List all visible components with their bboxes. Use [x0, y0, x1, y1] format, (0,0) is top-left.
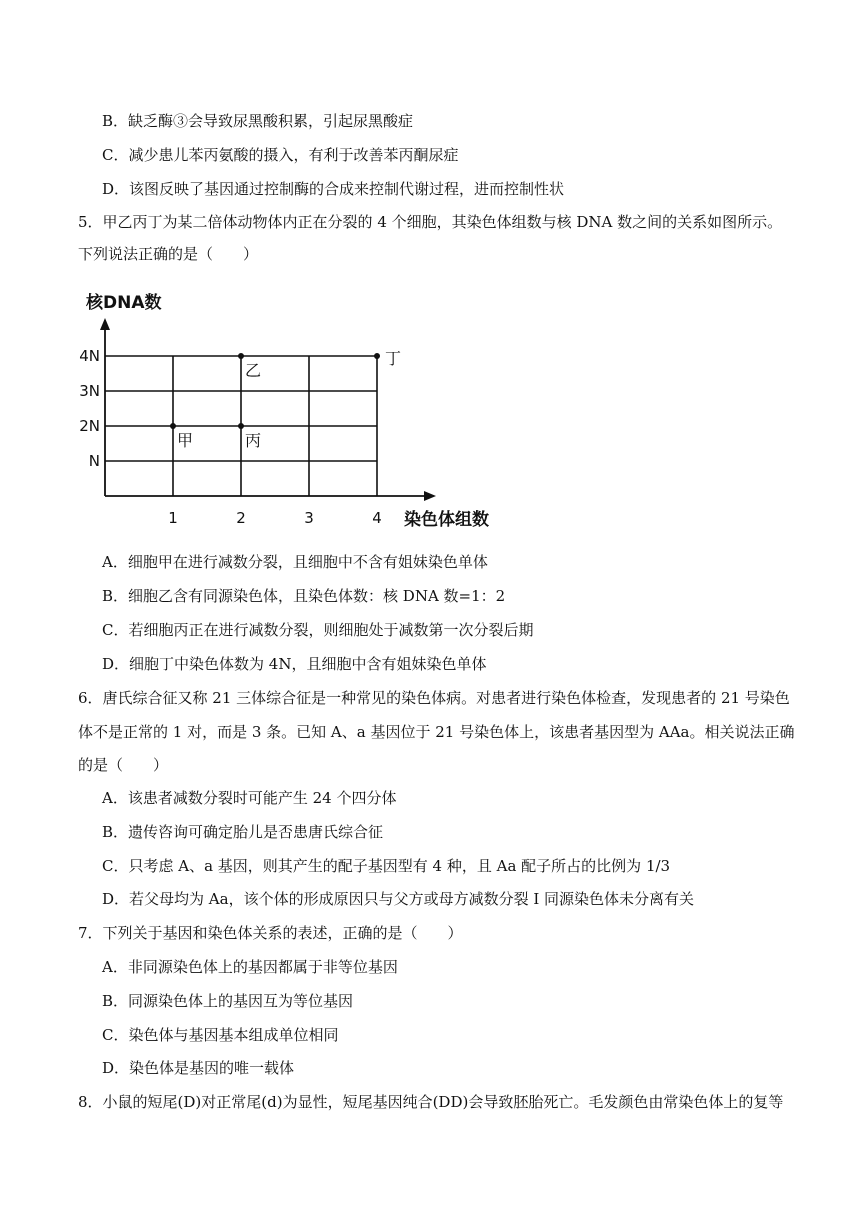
data-point-label: 乙 — [245, 361, 262, 380]
q6-option-b: B．遗传咨询可确定胎儿是否患唐氏综合征 — [102, 823, 384, 841]
q5-option-d: D．细胞丁中染色体数为 4N，且细胞中含有姐妹染色单体 — [102, 655, 487, 673]
dna-chromosome-chart — [70, 284, 510, 534]
q4-option-c: C．减少患儿苯丙氨酸的摄入，有利于改善苯丙酮尿症 — [102, 146, 459, 164]
data-point-label: 甲 — [177, 431, 194, 450]
q6-option-c: C．只考虑 A、a 基因，则其产生的配子基因型有 4 种，且 Aa 配子所占的比例为 1/3 — [102, 857, 671, 875]
data-point — [170, 423, 176, 429]
q7-option-a: A．非同源染色体上的基因都属于非等位基因 — [102, 958, 398, 976]
q5-option-a: A．细胞甲在进行减数分裂，且细胞中不含有姐妹染色单体 — [102, 553, 488, 571]
q6-stem-line1: 6．唐氏综合征又称 21 三体综合征是一种常见的染色体病。对患者进行染色体检查，发现患者的 21 号染色 — [78, 689, 790, 707]
q5-option-b: B．细胞乙含有同源染色体，且染色体数：核 DNA 数=1：2 — [102, 587, 506, 605]
chart-ylabel: 核DNA数 — [86, 293, 162, 313]
q7-stem: 7．下列关于基因和染色体关系的表述，正确的是（ ） — [78, 924, 463, 942]
x-tick-label: 2 — [236, 509, 246, 527]
q6-stem-line3: 的是（ ） — [78, 756, 169, 774]
y-tick-label: 3N — [79, 382, 100, 400]
q5-stem-line1: 5．甲乙丙丁为某二倍体动物体内正在分裂的 4 个细胞，其染色体组数与核 DNA 数之间的关系如图所示。 — [78, 213, 783, 231]
y-tick-label: 2N — [79, 417, 100, 435]
data-point — [374, 353, 380, 359]
chart-xlabel: 染色体组数 — [404, 510, 489, 530]
chart-axes — [100, 318, 436, 501]
y-axis-arrow — [100, 318, 110, 330]
q4-option-b: B．缺乏酶③会导致尿黑酸积累，引起尿黑酸症 — [102, 112, 414, 130]
x-axis-arrow — [424, 491, 436, 501]
q6-option-d: D．若父母均为 Aa，该个体的形成原因只与父方或母方减数分裂 I 同源染色体未分离有关 — [102, 890, 695, 908]
data-point — [238, 353, 244, 359]
q8-stem-line1: 8．小鼠的短尾(D)对正常尾(d)为显性，短尾基因纯合(DD)会导致胚胎死亡。毛发颜色由常染色体上的复等 — [78, 1093, 784, 1111]
q7-option-c: C．染色体与基因基本组成单位相同 — [102, 1026, 339, 1044]
q4-option-d: D．该图反映了基因通过控制酶的合成来控制代谢过程，进而控制性状 — [102, 180, 565, 198]
q7-option-b: B．同源染色体上的基因互为等位基因 — [102, 992, 354, 1010]
data-point-label: 丙 — [245, 431, 262, 450]
data-point — [238, 423, 244, 429]
data-point-label: 丁 — [385, 349, 402, 368]
q5-option-c: C．若细胞丙正在进行减数分裂，则细胞处于减数第一次分裂后期 — [102, 621, 534, 639]
q6-stem-line2: 体不是正常的 1 对，而是 3 条。已知 A、a 基因位于 21 号染色体上，该患者基因型为 AAa。相关说法正确 — [78, 723, 795, 741]
x-tick-label: 1 — [168, 509, 178, 527]
q6-option-a: A．该患者减数分裂时可能产生 24 个四分体 — [102, 789, 397, 807]
x-tick-label: 4 — [372, 509, 382, 527]
q7-option-d: D．染色体是基因的唯一载体 — [102, 1059, 295, 1077]
y-tick-label: 4N — [79, 347, 100, 365]
q5-stem-line2: 下列说法正确的是（ ） — [78, 245, 259, 263]
y-tick-label: N — [88, 452, 100, 470]
x-tick-label: 3 — [304, 509, 314, 527]
